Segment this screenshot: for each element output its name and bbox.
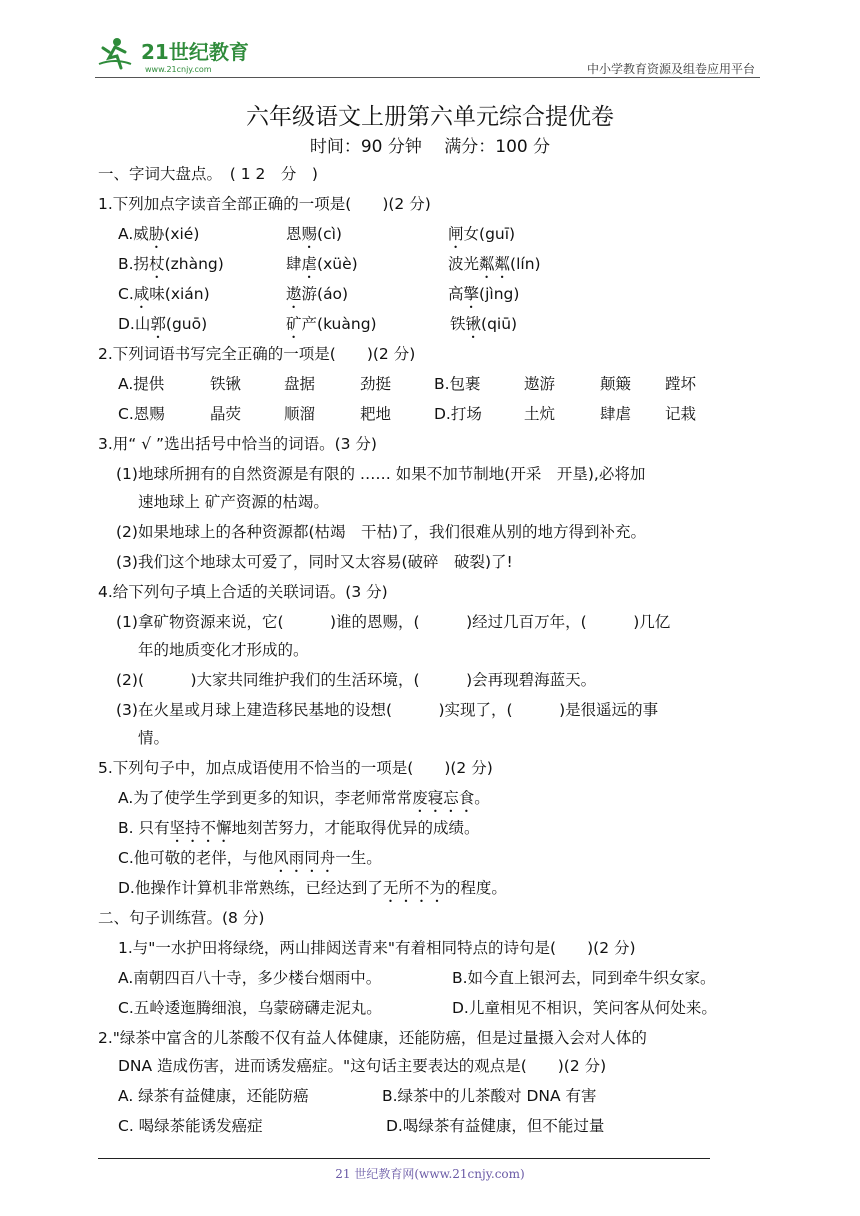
page-title: 六年级语文上册第六单元综合提优卷 bbox=[246, 104, 614, 130]
q1-option-d-3: 铁锹(qiū) bbox=[450, 315, 518, 333]
q1-option-d-2: 矿产(kuàng) bbox=[286, 315, 377, 333]
q1-option-a-3: 闸女(guī) bbox=[448, 225, 516, 243]
q5-option-a: A.为了使学生学到更多的知识，李老师常常废寝忘食。 bbox=[118, 789, 490, 807]
s2-q1-stem: 1.与"一水护田将绿绕，两山排闼送青来"有着相同特点的诗句是( )(2 分) bbox=[118, 939, 636, 957]
exam-info: 时间：90 分钟 满分：100 分 bbox=[309, 137, 551, 157]
q1-stem: 1.下列加点字读音全部正确的一项是( )(2 分) bbox=[98, 195, 431, 213]
platform-name: 中小学教育资源及组卷应用平台 bbox=[586, 62, 755, 76]
q1-option-a-2: 恩赐(cì) bbox=[286, 225, 342, 243]
q3-item-3: (3)我们这个地球太可爱了，同时又太容易(破碎 破裂)了! bbox=[116, 553, 513, 571]
q4-stem: 4.给下列句子填上合适的关联词语。(3 分) bbox=[98, 583, 388, 601]
q4-item-1-cont: 年的地质变化才形成的。 bbox=[138, 641, 309, 659]
q1-option-c-2: 遨游(áo) bbox=[286, 285, 349, 303]
q3-item-1-cont: 速地球上 矿产资源的枯竭。 bbox=[138, 493, 329, 511]
q3-item-1: (1)地球所拥有的自然资源是有限的 …… 如果不加节制地(开采 开垦),必将加 bbox=[116, 465, 646, 483]
logo-icon bbox=[95, 34, 265, 76]
q1-option-d: D.山郭(guō) bbox=[118, 315, 208, 333]
q1-option-a: A.威胁(xié) bbox=[118, 225, 200, 243]
header-divider bbox=[95, 77, 760, 78]
footer-site[interactable]: 21 世纪教育网(www.21cnjy.com) bbox=[335, 1167, 525, 1181]
q1-option-c: C.咸味(xián) bbox=[118, 285, 210, 303]
section-1-heading: 一、字词大盘点。 ( 1 2 分 ) bbox=[98, 165, 318, 183]
logo-url: www.21cnjy.com bbox=[145, 65, 212, 74]
logo-text: 21世纪教育 bbox=[141, 40, 249, 64]
q4-item-1: (1)拿矿物资源来说，它( )谁的恩赐，( )经过几百万年，( )几亿 bbox=[116, 613, 671, 631]
q4-item-3: (3)在火星或月球上建造移民基地的设想( )实现了，( )是很遥远的事 bbox=[116, 701, 659, 719]
q5-stem: 5.下列句子中，加点成语使用不恰当的一项是( )(2 分) bbox=[98, 759, 493, 777]
q5-option-b: B. 只有坚持不懈地刻苦努力，才能取得优异的成绩。 bbox=[118, 819, 480, 837]
q5-option-c: C.他可敬的老伴，与他风雨同舟一生。 bbox=[118, 849, 382, 867]
q5-option-d: D.他操作计算机非常熟练，已经达到了无所不为的程度。 bbox=[118, 879, 507, 897]
q2-stem: 2.下列词语书写完全正确的一项是( )(2 分) bbox=[98, 345, 416, 363]
page-header bbox=[95, 30, 760, 78]
q1-option-b-3: 波光粼粼(lín) bbox=[448, 255, 541, 273]
q3-stem: 3.用“ √ ”选出括号中恰当的词语。(3 分) bbox=[98, 435, 377, 453]
footer-divider bbox=[98, 1158, 710, 1159]
q4-item-2: (2)( )大家共同维护我们的生活环境，( )会再现碧海蓝天。 bbox=[116, 671, 597, 689]
q1-option-c-3: 高擎(jìng) bbox=[448, 285, 520, 303]
q1-option-b: B.拐杖(zhàng) bbox=[118, 255, 224, 273]
q4-item-3-cont: 情。 bbox=[138, 729, 170, 747]
q1-option-b-2: 肆虐(xüè) bbox=[286, 255, 358, 273]
q3-item-2: (2)如果地球上的各种资源都(枯竭 干枯)了，我们很难从别的地方得到补充。 bbox=[116, 523, 647, 541]
s2-q2-stem-1: 2."绿茶中富含的儿茶酸不仅有益人体健康，还能防癌，但是过量摄入会对人体的 bbox=[98, 1029, 647, 1047]
section-2-heading: 二、句子训练营。(8 分) bbox=[98, 909, 265, 927]
s2-q2-stem-2: DNA 造成伤害，进而诱发癌症。"这句话主要表达的观点是( )(2 分) bbox=[118, 1057, 607, 1075]
